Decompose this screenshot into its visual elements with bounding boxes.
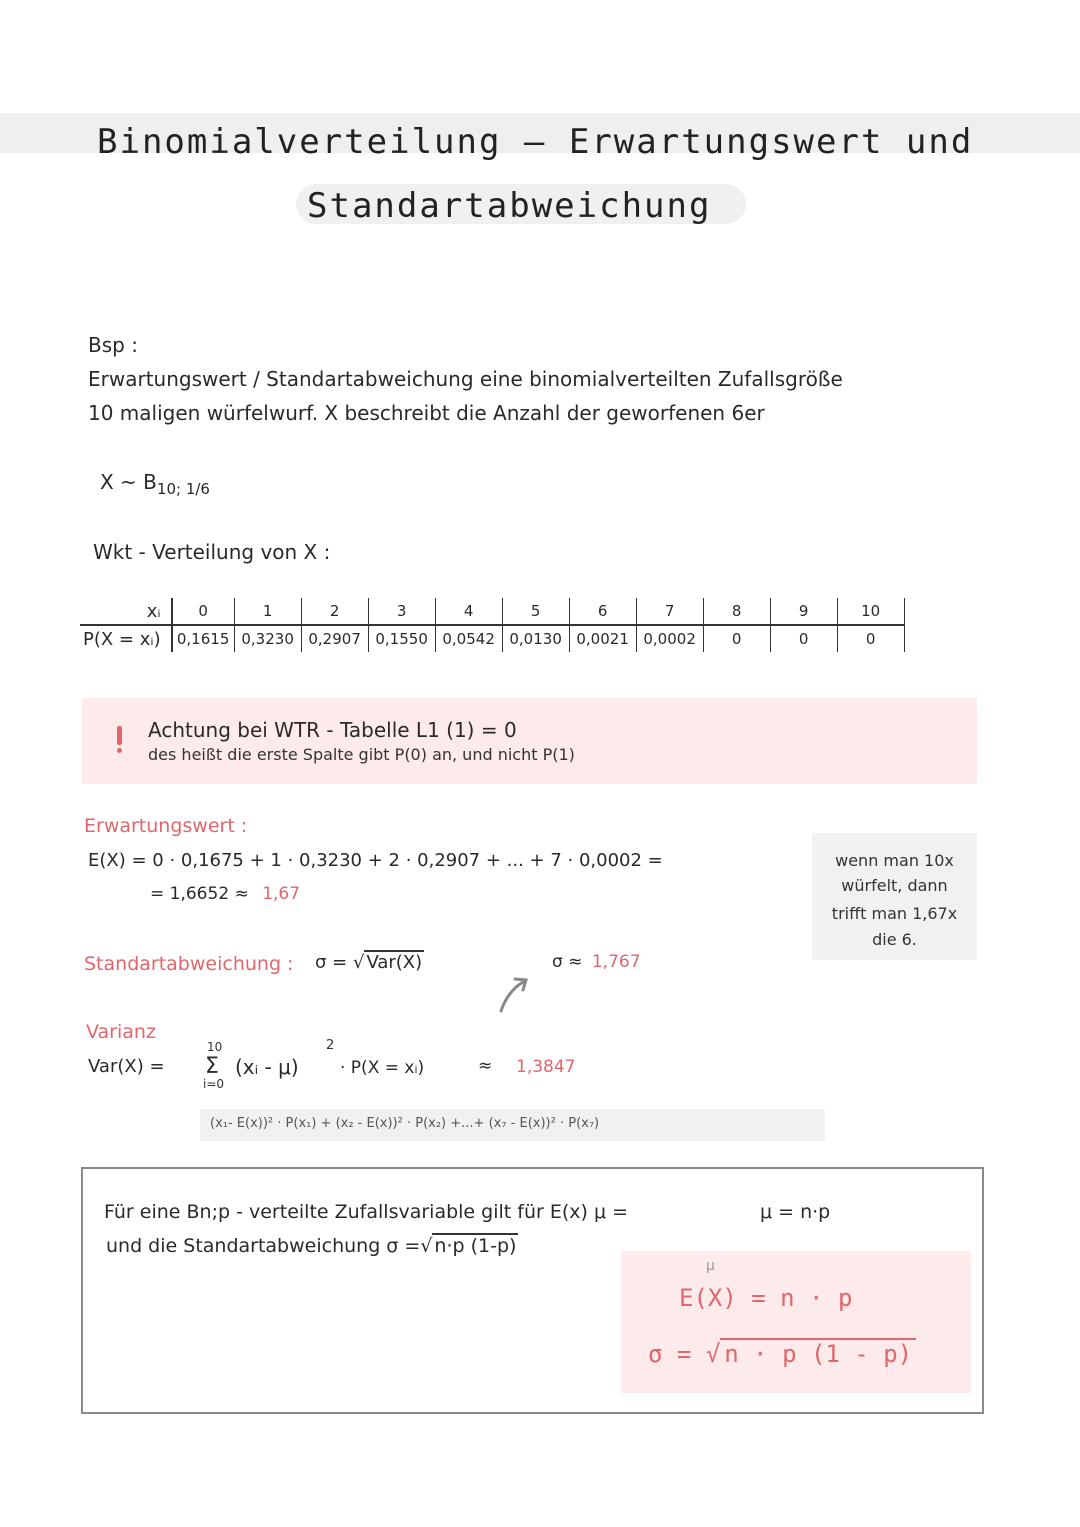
- table-cell: 0: [703, 625, 770, 652]
- distribution-params: 10; 1/6: [156, 480, 210, 498]
- distribution-main: X ~ B: [100, 470, 157, 494]
- variance-term: (xᵢ - μ): [235, 1055, 299, 1079]
- expected-formula: E(X) = 0 · 0,1675 + 1 · 0,3230 + 2 · 0,2907 + ... + 7 · 0,0002 =: [88, 850, 663, 871]
- std-approx-prefix: σ ≈: [552, 952, 583, 972]
- expected-result-prefix: = 1,6652 ≈: [150, 884, 249, 904]
- table-caption: Wkt - Verteilung von X :: [93, 540, 331, 564]
- variance-approx: ≈: [478, 1056, 493, 1076]
- table-cell: 0: [770, 625, 837, 652]
- table-cell: 6: [569, 598, 636, 625]
- summary-line-2-root: n·p (1-p): [434, 1235, 517, 1257]
- distribution-notation: [100, 470, 210, 498]
- table-cell: 10: [837, 598, 904, 625]
- warning-line-2: des heißt die erste Spalte gibt P(0) an, und nicht P(1): [148, 745, 575, 764]
- table-cell: 0,2907: [301, 625, 368, 652]
- formula-expected: E(X) = n · p: [679, 1284, 853, 1312]
- row-label-x: xᵢ: [80, 598, 172, 625]
- note-line-2: würfelt, dann: [841, 876, 948, 895]
- table-cell: 0,0021: [569, 625, 636, 652]
- note-line-1: wenn man 10x: [835, 851, 954, 870]
- warning-line-1: Achtung bei WTR - Tabelle L1 (1) = 0: [148, 718, 517, 742]
- variance-lhs: Var(X) =: [88, 1056, 165, 1077]
- table-cell: 0,1550: [368, 625, 435, 652]
- std-formula-root: Var(X): [366, 952, 423, 973]
- page-subtitle: Standartabweichung: [307, 186, 712, 226]
- note-line-3: trifft man 1,67x: [831, 904, 958, 923]
- expected-heading: Erwartungswert :: [84, 815, 248, 837]
- std-approx-value: 1,767: [591, 952, 641, 972]
- table-cell: 8: [703, 598, 770, 625]
- std-formula-prefix: σ =: [315, 952, 348, 973]
- sum-upper: 10: [207, 1040, 223, 1054]
- example-line-1: Erwartungswert / Standartabweichung eine binomialverteilten Zufallsgröße: [88, 367, 843, 391]
- summary-mu-eq: μ = n·p: [760, 1201, 831, 1223]
- variance-expansion: (x₁- E(x))² · P(x₁) + (x₂ - E(x))² · P(x₂) +...+ (x₇ - E(x))² · P(x₇): [210, 1116, 600, 1131]
- table-cell: 1: [234, 598, 301, 625]
- table-cell: 0,0130: [502, 625, 569, 652]
- exclamation-icon: [115, 726, 125, 756]
- table-row-p: [80, 625, 904, 652]
- summary-line-1: Für eine Bn;p - verteilte Zufallsvariable gilt für E(x) μ =: [104, 1201, 629, 1223]
- table-cell: 0,0542: [435, 625, 502, 652]
- sum-symbol: Σ: [205, 1054, 219, 1079]
- variance-exponent: 2: [326, 1038, 335, 1053]
- table-cell: 7: [636, 598, 703, 625]
- table-row-x: [80, 598, 904, 625]
- std-heading: Standartabweichung :: [84, 953, 294, 975]
- table-cell: 3: [368, 598, 435, 625]
- arrow-icon: [497, 975, 531, 1019]
- formula-sigma-prefix: σ =: [648, 1340, 692, 1368]
- sqrt-icon: √: [420, 1235, 433, 1257]
- sqrt-icon: √: [352, 952, 365, 973]
- note-line-4: die 6.: [872, 930, 917, 949]
- expected-result-value: 1,67: [262, 884, 301, 904]
- example-label: Bsp :: [88, 333, 138, 357]
- table-cell: 5: [502, 598, 569, 625]
- sqrt-icon: √: [705, 1340, 721, 1368]
- std-formula: [315, 952, 424, 973]
- example-line-2: 10 maligen würfelwurf. X beschreibt die Anzahl der geworfenen 6er: [88, 401, 765, 425]
- table-cell: 0: [172, 598, 235, 625]
- table-cell: 0,3230: [234, 625, 301, 652]
- sum-lower: i=0: [203, 1077, 225, 1091]
- variance-heading: Varianz: [86, 1021, 156, 1043]
- formula-mu: μ: [706, 1258, 715, 1274]
- table-cell: 4: [435, 598, 502, 625]
- distribution-table: [80, 598, 905, 652]
- table-cell: 2: [301, 598, 368, 625]
- formula-sigma-root: n · p (1 - p): [720, 1338, 916, 1368]
- row-label-p: P(X = xᵢ): [80, 625, 172, 652]
- table-cell: 9: [770, 598, 837, 625]
- summary-line-2: [106, 1235, 518, 1257]
- table-cell: 0,0002: [636, 625, 703, 652]
- variance-value: 1,3847: [516, 1057, 576, 1077]
- expected-result: [150, 884, 300, 904]
- formula-sigma: [648, 1340, 916, 1368]
- formula-box: [621, 1251, 971, 1393]
- table-cell: 0: [837, 625, 904, 652]
- variance-term-rest: · P(X = xᵢ): [340, 1058, 425, 1078]
- table-cell: 0,1615: [172, 625, 235, 652]
- summary-line-2-prefix: und die Standartabweichung σ =: [106, 1235, 421, 1257]
- page-title: Binomialverteilung – Erwartungswert und: [97, 122, 974, 162]
- std-approx: [552, 952, 641, 972]
